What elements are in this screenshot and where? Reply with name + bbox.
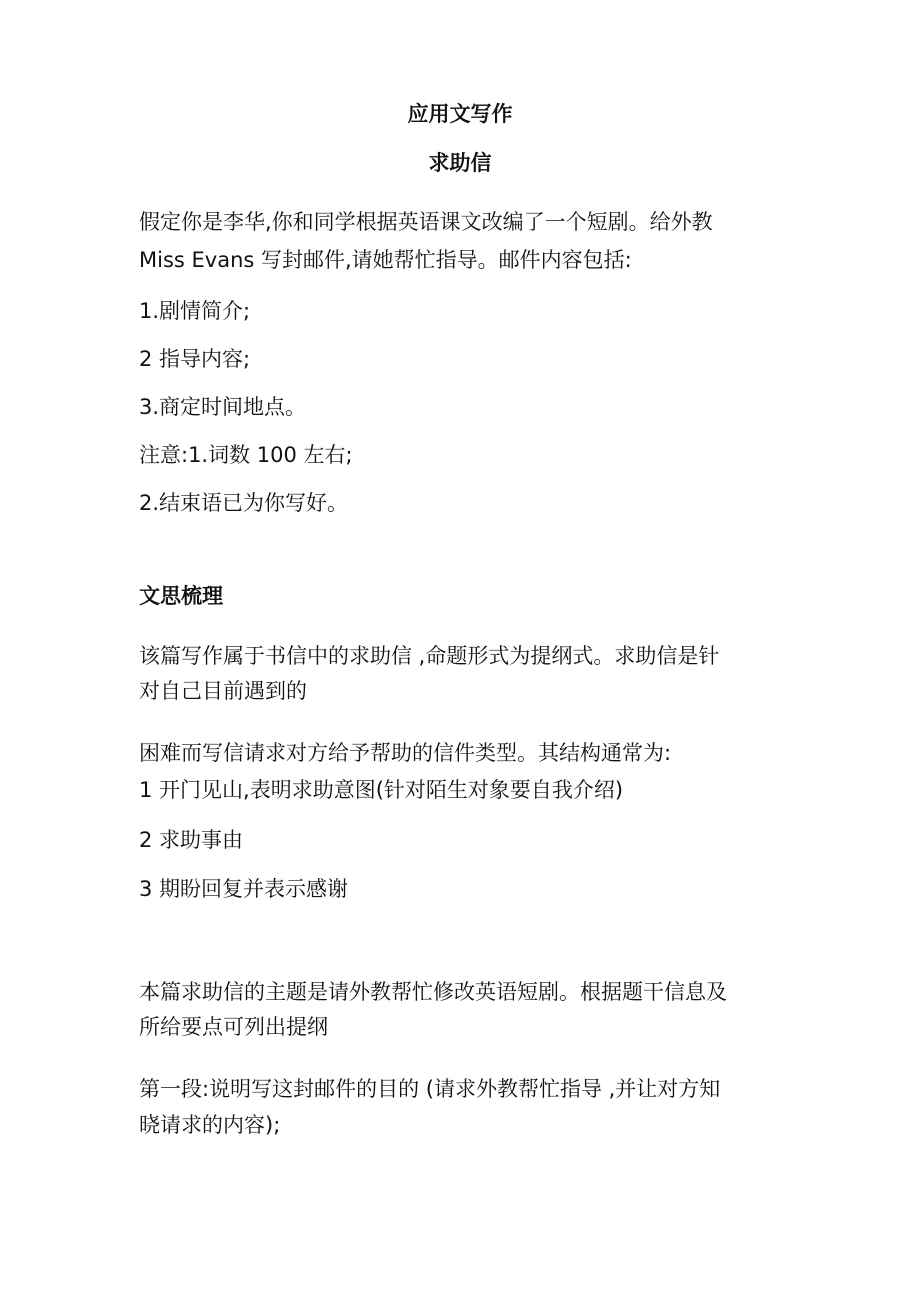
analysis-p2-line-1: 困难而写信请求对方给予帮助的信件类型。其结构通常为: — [139, 741, 672, 765]
analysis-p1-line-2: 对自己目前遇到的 — [139, 679, 307, 703]
prompt-line-1: 假定你是李华,你和同学根据英语课文改编了一个短剧。给外教 — [139, 210, 713, 234]
analysis-p3-line-1: 本篇求助信的主题是请外教帮忙修改英语短剧。根据题干信息及 — [139, 980, 727, 1004]
structure-item: 3 期盼回复并表示感谢 — [139, 877, 349, 901]
prompt-item: 2 指导内容; — [139, 347, 251, 371]
analysis-p4-line-1: 第一段:说明写这封邮件的目的 (请求外教帮忙指导 ,并让对方知 — [139, 1077, 721, 1101]
analysis-p3-line-2: 所给要点可列出提纲 — [139, 1015, 328, 1039]
document-title: 应用文写作 — [407, 102, 513, 126]
structure-item: 1 开门见山,表明求助意图(针对陌生对象要自我介绍) — [139, 778, 624, 802]
prompt-note-2: 2.结束语已为你写好。 — [139, 491, 349, 515]
prompt-item: 1.剧情简介; — [139, 299, 251, 323]
prompt-line-2: Miss Evans 写封邮件,请她帮忙指导。邮件内容包括: — [139, 248, 632, 272]
prompt-item: 3.商定时间地点。 — [139, 395, 307, 419]
structure-item: 2 求助事由 — [139, 828, 244, 852]
analysis-p1-line-1: 该篇写作属于书信中的求助信 ,命题形式为提纲式。求助信是针 — [139, 644, 720, 668]
section-heading: 文思梳理 — [139, 584, 223, 608]
prompt-note-1: 注意:1.词数 100 左右; — [139, 443, 353, 467]
analysis-p4-line-2: 晓请求的内容); — [139, 1113, 281, 1137]
document-subtitle: 求助信 — [428, 151, 492, 175]
